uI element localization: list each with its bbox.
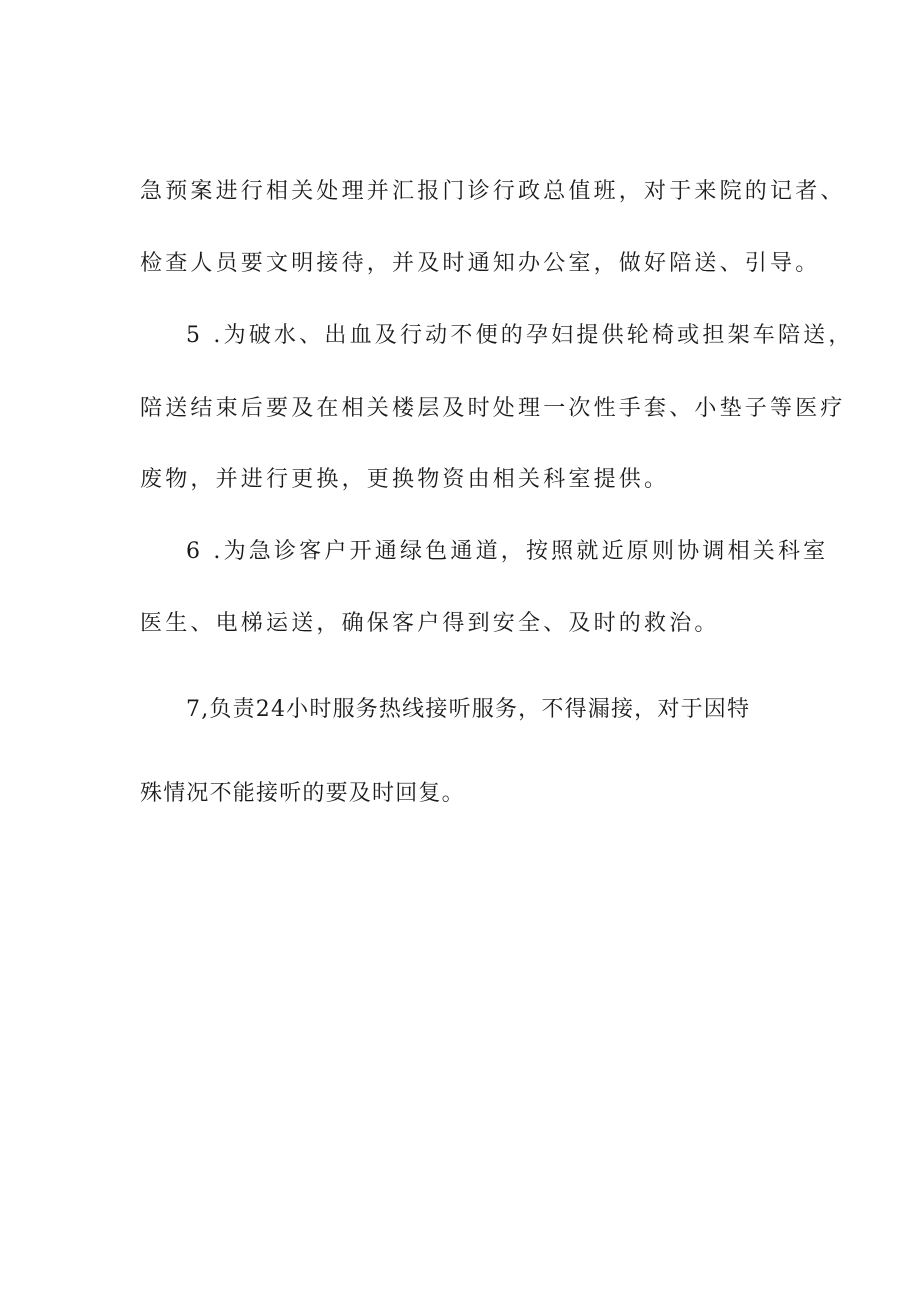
paragraph-line: 医生、电梯运送，确保客户得到安全、及时的救治。 [140, 611, 720, 636]
paragraph-line-item-5: 5 .为破水、出血及行动不便的孕妇提供轮椅或担架车陪送， [186, 323, 854, 348]
paragraph-line-item-6: 6 .为急诊客户开通绿色通道，按照就近原则协调相关科室 [186, 539, 829, 564]
paragraph-line: 废物，并进行更换，更换物资由相关科室提供。 [140, 467, 670, 492]
paragraph-line: 陪送结束后要及在相关楼层及时处理一次性手套、小垫子等医疗 [140, 396, 846, 421]
paragraph-line: 殊情况不能接听的要及时回复。 [140, 781, 465, 806]
paragraph-line: 检查人员要文明接待，并及时通知办公室，做好陪送、引导。 [140, 251, 821, 276]
paragraph-line-item-7: 7,负责24小时服务热线接听服务，不得漏接，对于因特 [186, 697, 751, 722]
paragraph-line: 急预案进行相关处理并汇报门诊行政总值班，对于来院的记者、 [140, 179, 846, 204]
